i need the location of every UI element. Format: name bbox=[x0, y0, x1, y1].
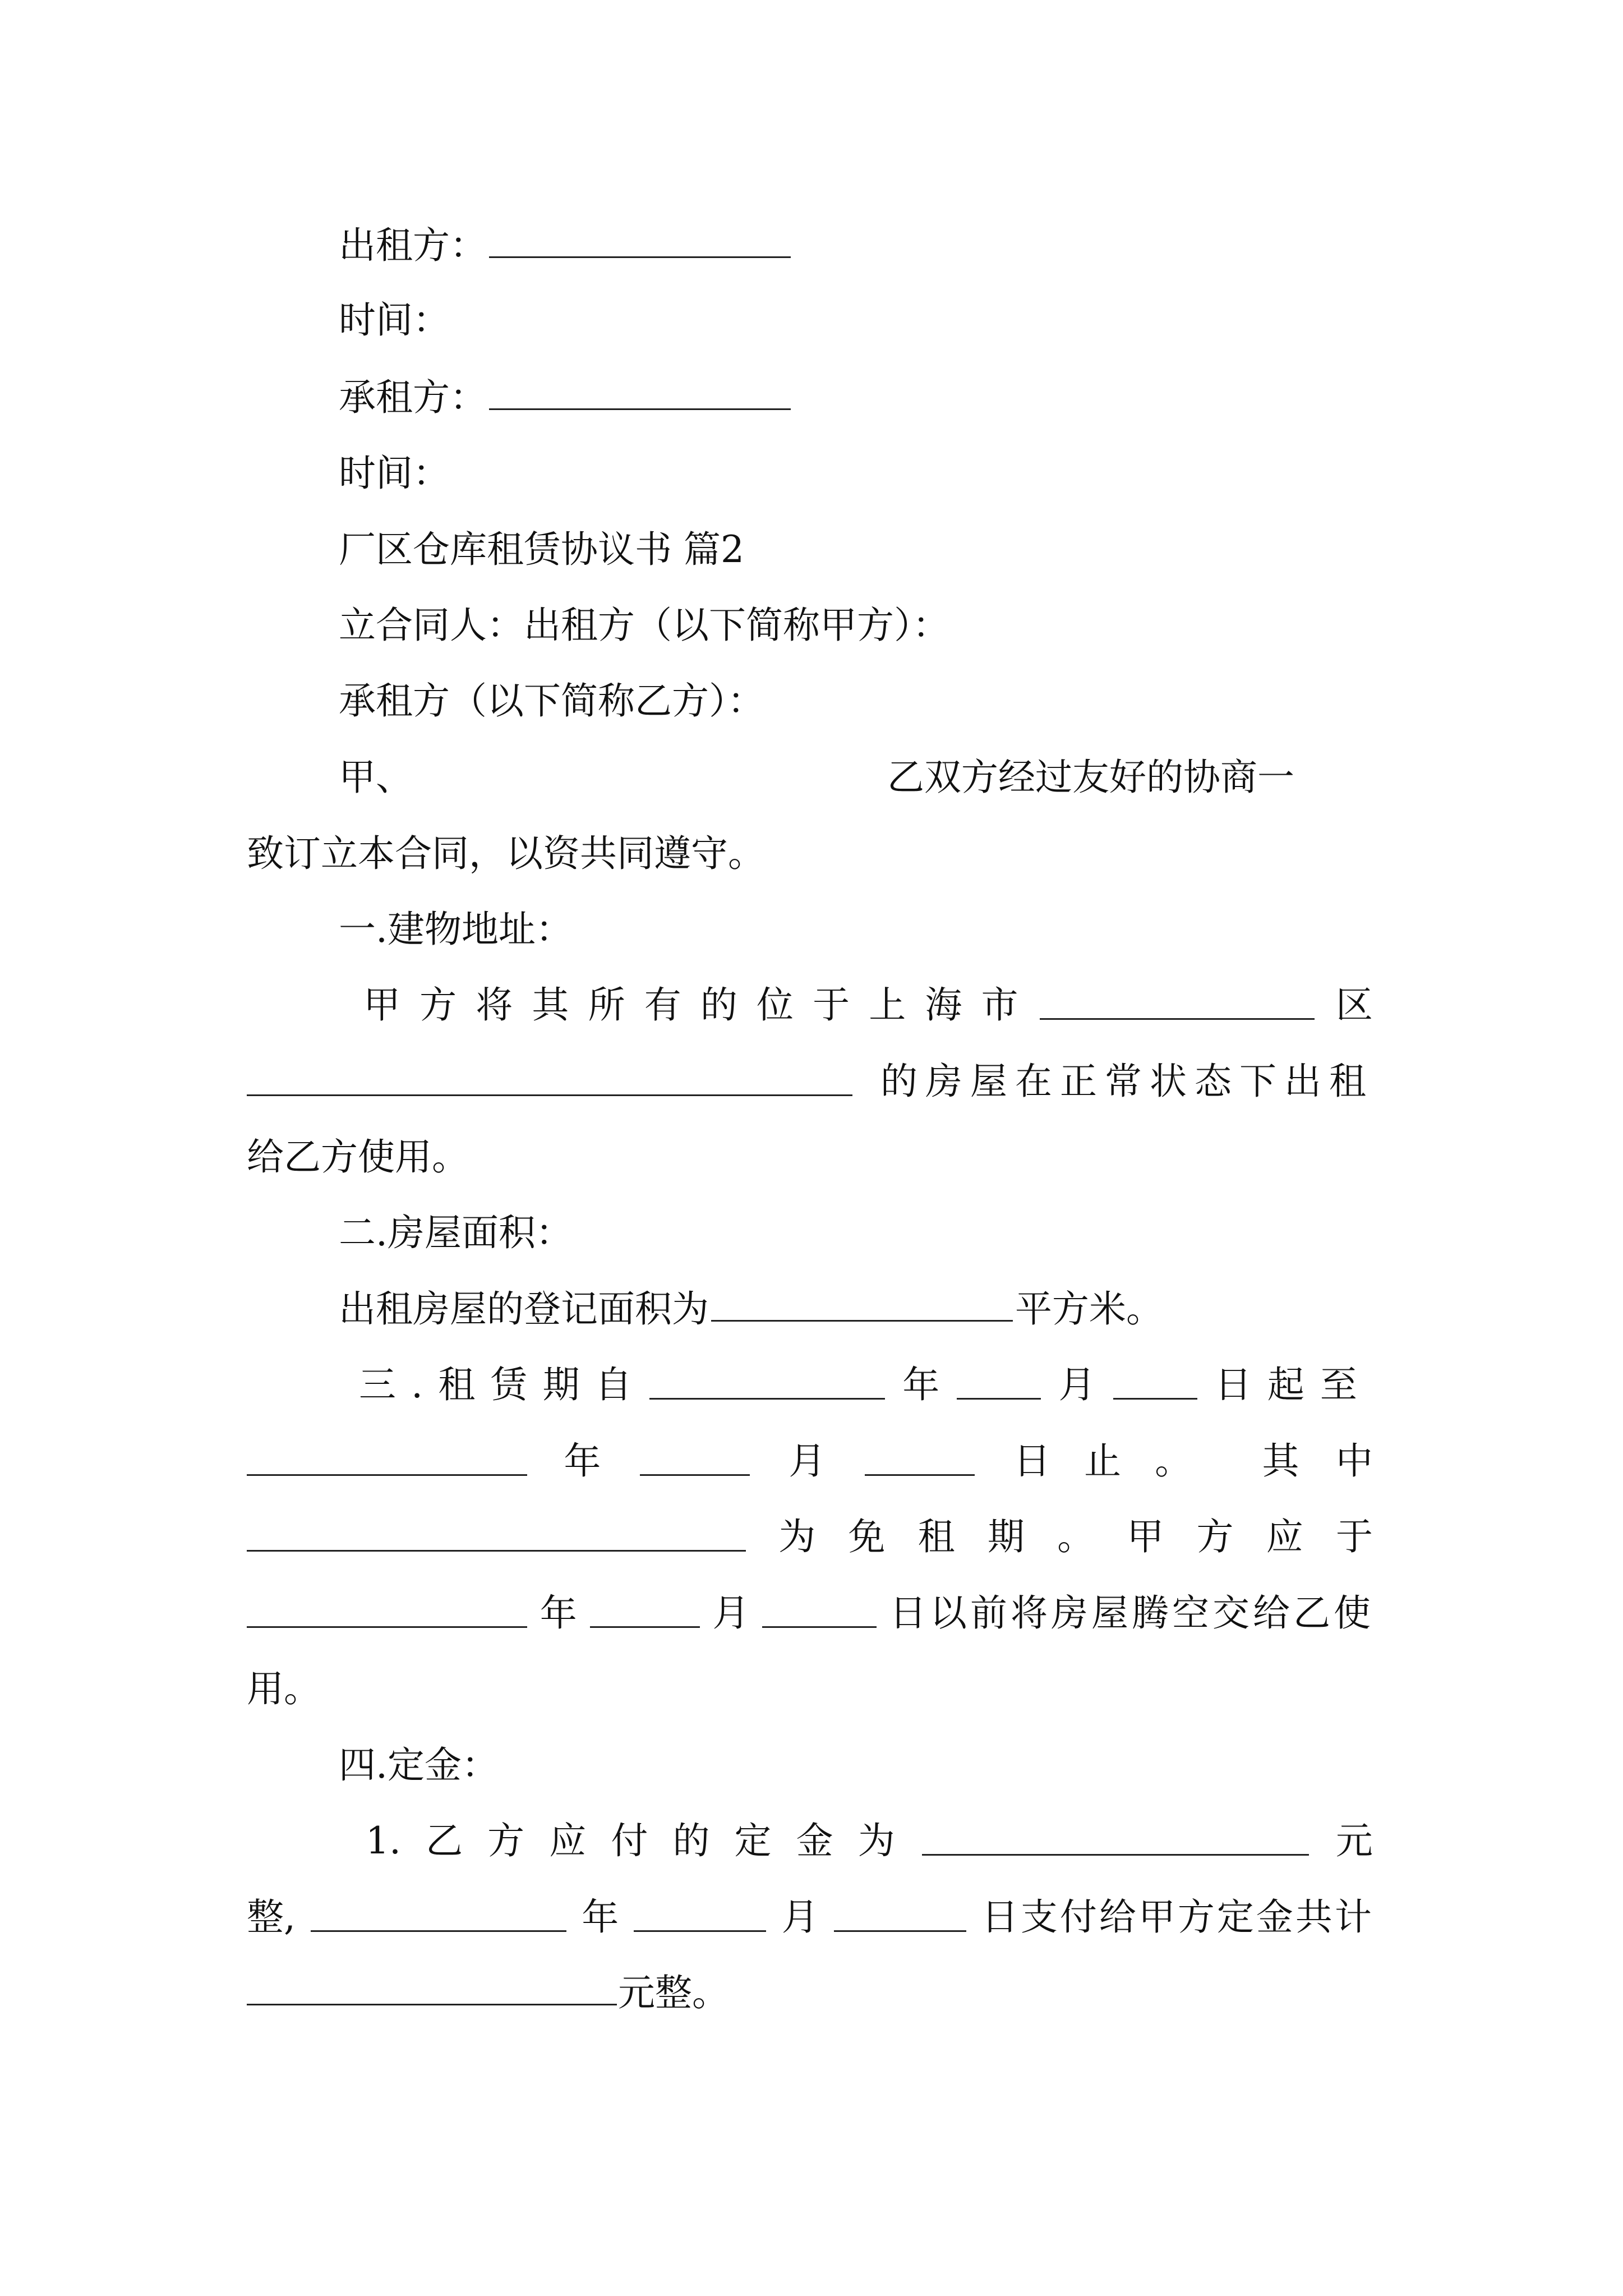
lessee-signature-line bbox=[339, 370, 793, 426]
deposit-month-blank[interactable] bbox=[634, 1930, 766, 1932]
district-blank[interactable] bbox=[1040, 1018, 1315, 1020]
handover-month-blank[interactable] bbox=[590, 1626, 700, 1628]
lessee-blank[interactable] bbox=[489, 408, 791, 410]
article-2-heading: 二.房屋面积： bbox=[339, 1211, 573, 1254]
section-title: 厂区仓库租赁协议书 篇2 bbox=[339, 528, 744, 571]
end-year-blank[interactable] bbox=[247, 1474, 527, 1476]
deposit-day-blank[interactable] bbox=[834, 1930, 966, 1932]
handover-day-blank[interactable] bbox=[762, 1626, 877, 1628]
article-1-line-1: 甲 方 将 其 所 有 的 位 于 上 海 市 区 bbox=[363, 983, 1373, 1027]
lessor-label: 出租方： bbox=[339, 224, 487, 267]
article-2-line: 出租房屋的登记面积为 平方米。 bbox=[339, 1287, 1163, 1331]
preamble-line-2: 致订立本合同，以资共同遵守。 bbox=[247, 832, 765, 875]
lessor-signature-line bbox=[339, 218, 793, 274]
article-1-heading: 一.建物地址： bbox=[339, 908, 573, 951]
free-period-blank[interactable] bbox=[247, 1550, 746, 1552]
address-blank[interactable] bbox=[247, 1094, 852, 1096]
party-a-line: 立合同人：出租方（以下简称甲方）： bbox=[339, 604, 949, 647]
article-4-item-1-line-2: 整, 年 月 日支付给甲方定金共计 bbox=[247, 1895, 1374, 1939]
article-1-line-2: 的房屋在正常状态下出租 bbox=[247, 1053, 1374, 1110]
end-day-blank[interactable] bbox=[865, 1474, 975, 1476]
article-4-heading: 四.定金： bbox=[339, 1743, 499, 1787]
area-blank[interactable] bbox=[711, 1320, 1013, 1322]
preamble-line-1: 甲、 乙双方经过友好的协商一 bbox=[339, 756, 1294, 799]
article-4-item-1-line-1: 1. 乙 方 应 付 的 定 金 为 元 bbox=[366, 1819, 1373, 1862]
deposit-year-blank[interactable] bbox=[311, 1930, 566, 1932]
lessor-blank[interactable] bbox=[489, 256, 791, 258]
end-month-blank[interactable] bbox=[640, 1474, 750, 1476]
party-b-line: 承租方（以下简称乙方）： bbox=[339, 679, 764, 723]
article-3-line-5: 用。 bbox=[247, 1667, 321, 1710]
article-3-line-1: 三 . 租 赁 期 自 年 月 日起至 bbox=[359, 1363, 1373, 1406]
article-3-line-3: 为 免 租 期 。 甲 方 应 于 bbox=[247, 1509, 1373, 1565]
deposit-amount-blank[interactable] bbox=[922, 1854, 1309, 1856]
start-month-blank[interactable] bbox=[957, 1398, 1041, 1400]
article-3-line-4: 年 月 日以前将房屋腾空交给乙使 bbox=[247, 1585, 1374, 1641]
time-line-2 bbox=[339, 445, 450, 501]
deposit-total-blank[interactable] bbox=[247, 2004, 617, 2005]
time-line-1 bbox=[339, 292, 450, 348]
article-1-line-3: 给乙方使用。 bbox=[247, 1135, 469, 1179]
article-4-item-1-line-3: 元整。 bbox=[247, 1965, 729, 2021]
start-year-blank[interactable] bbox=[649, 1398, 885, 1400]
lessee-label: 承租方： bbox=[339, 376, 487, 419]
start-day-blank[interactable] bbox=[1113, 1398, 1197, 1400]
article-3-line-2: 年 月 日止。 其 中 bbox=[247, 1433, 1373, 1489]
time-label: 时间： bbox=[339, 452, 450, 495]
time-label: 时间： bbox=[339, 298, 450, 342]
handover-year-blank[interactable] bbox=[247, 1626, 527, 1628]
